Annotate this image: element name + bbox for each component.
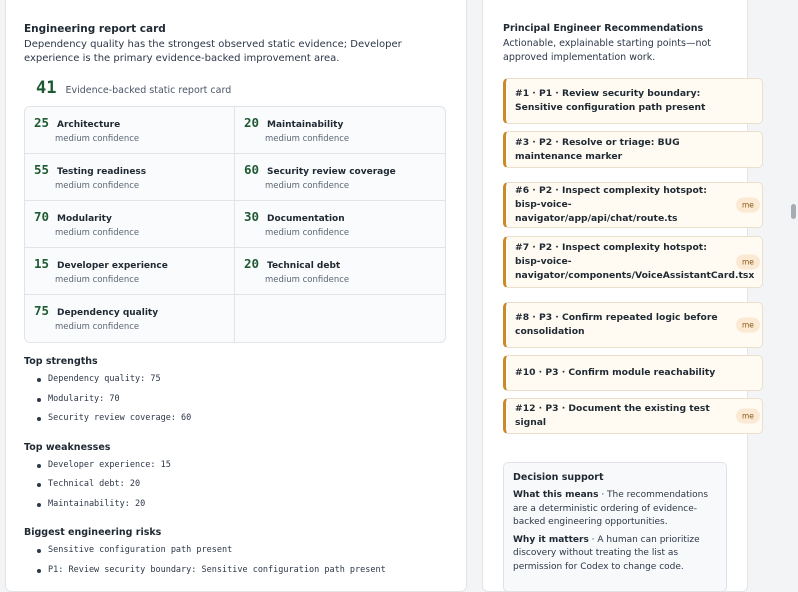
category-score: 70 — [34, 209, 50, 224]
category-card-empty — [235, 295, 445, 342]
category-confidence: medium confidence — [55, 322, 140, 332]
recommendations-panel — [482, 0, 755, 592]
category-confidence: medium confidence — [265, 275, 350, 285]
category-name: Architecture — [57, 120, 121, 130]
list-item: Security review coverage: 60 — [37, 409, 446, 429]
category-card-maintainability — [235, 107, 445, 154]
report-card-summary: Dependency quality has the strongest observed static evidence; Developer experience is the primary evidence-backed improvement area. — [24, 39, 402, 64]
recommendation-card-1[interactable] — [503, 78, 763, 124]
decision-what-paragraph — [513, 489, 717, 530]
list-item: Maintainability: 20 — [37, 495, 446, 515]
overall-score-row — [36, 78, 446, 98]
risks-list — [37, 541, 446, 580]
weaknesses-list — [37, 456, 446, 515]
recommendation-text: #8 · P3 · Confirm repeated logic before consolidation — [515, 312, 718, 337]
recommendation-card-6[interactable] — [503, 182, 763, 228]
category-score-grid — [24, 106, 446, 343]
recommendation-text: #12 · P3 · Document the existing test signal — [515, 403, 710, 428]
overall-score: 41 — [36, 78, 57, 98]
recommendation-badge: me — [736, 255, 760, 270]
report-card-panel — [5, 0, 467, 592]
recommendation-text: #6 · P2 · Inspect complexity hotspot: bisp-voice-navigator/app/api/chat/route.ts — [515, 185, 707, 224]
category-confidence: medium confidence — [265, 134, 350, 144]
category-score: 15 — [34, 256, 50, 271]
recommendation-badge: me — [736, 198, 760, 213]
recommendations-title: Principal Engineer Recommendations — [503, 23, 704, 34]
category-confidence: medium confidence — [265, 228, 350, 238]
category-card-dependency-quality — [25, 295, 235, 342]
strengths-heading: Top strengths — [24, 356, 98, 367]
risks-heading: Biggest engineering risks — [24, 527, 162, 538]
decision-support-title: Decision support — [513, 472, 604, 483]
list-item: Sensitive configuration path present — [37, 541, 446, 561]
category-score: 55 — [34, 162, 50, 177]
category-name: Security review coverage — [267, 167, 396, 177]
category-confidence: medium confidence — [55, 228, 140, 238]
recommendation-text: #7 · P2 · Inspect complexity hotspot: bisp-voice-navigator/components/VoiceAssistantCard.tsx — [515, 242, 755, 281]
category-card-architecture — [25, 107, 235, 154]
category-name: Maintainability — [267, 120, 344, 130]
decision-why-paragraph — [513, 534, 717, 575]
recommendation-card-7[interactable] — [503, 236, 763, 288]
category-score: 20 — [244, 115, 260, 130]
category-confidence: medium confidence — [55, 134, 140, 144]
decision-what-text: · The recommendations are a deterministic ordering of evidence-backed engineering opportunities. — [513, 490, 709, 527]
category-score: 60 — [244, 162, 260, 177]
list-item: Dependency quality: 75 — [37, 370, 446, 390]
recommendation-card-10[interactable] — [503, 355, 763, 391]
category-card-modularity — [25, 201, 235, 248]
decision-why-label: Why it matters — [513, 534, 589, 545]
weaknesses-heading: Top weaknesses — [24, 441, 111, 453]
category-name: Technical debt — [267, 261, 341, 271]
category-card-security-review-coverage — [235, 154, 445, 201]
category-name: Developer experience — [57, 261, 168, 271]
category-card-testing-readiness — [25, 154, 235, 201]
page-scrollbar[interactable] — [788, 0, 798, 573]
category-score: 30 — [244, 209, 260, 224]
list-item: P1: Review security boundary: Sensitive configuration path present — [37, 561, 446, 581]
strengths-list — [37, 370, 446, 429]
recommendations-subtitle: Actionable, explainable starting points—not approved implementation work. — [503, 38, 712, 63]
category-name: Dependency quality — [57, 308, 159, 318]
category-score: 25 — [34, 115, 50, 130]
recommendation-badge: me — [736, 409, 760, 424]
decision-what-label: What this means — [513, 490, 599, 500]
category-confidence: medium confidence — [55, 275, 140, 285]
category-card-documentation — [235, 201, 445, 248]
scrollbar-thumb[interactable] — [791, 204, 796, 219]
decision-support-box — [503, 462, 727, 592]
category-confidence: medium confidence — [265, 181, 350, 191]
category-confidence: medium confidence — [55, 181, 140, 191]
recommendation-card-8[interactable] — [503, 302, 763, 348]
category-card-technical-debt — [235, 248, 445, 295]
recommendation-card-12[interactable] — [503, 398, 763, 434]
list-item: Developer experience: 15 — [37, 456, 446, 476]
category-name: Modularity — [57, 214, 112, 224]
recommendation-text: #3 · P2 · Resolve or triage: BUG maintenance marker — [515, 136, 680, 162]
decision-why-text: · A human can prioritize discovery without treating the list as permission for Codex to change code. — [513, 534, 700, 572]
category-score: 75 — [34, 303, 50, 318]
recommendation-text: #10 · P3 · Confirm module reachability — [515, 367, 716, 378]
recommendation-text: #1 · P1 · Review security boundary: Sensitive configuration path present — [515, 88, 706, 113]
category-name: Testing readiness — [57, 167, 147, 177]
recommendation-card-3[interactable] — [503, 131, 763, 168]
list-item: Technical debt: 20 — [37, 475, 446, 495]
category-name: Documentation — [267, 214, 345, 224]
overall-score-label: Evidence-backed static report card — [65, 85, 232, 96]
category-score: 20 — [244, 256, 260, 271]
recommendation-badge: me — [736, 318, 760, 333]
report-card-title: Engineering report card — [24, 23, 166, 35]
category-card-developer-experience — [25, 248, 235, 295]
list-item: Modularity: 70 — [37, 390, 446, 410]
